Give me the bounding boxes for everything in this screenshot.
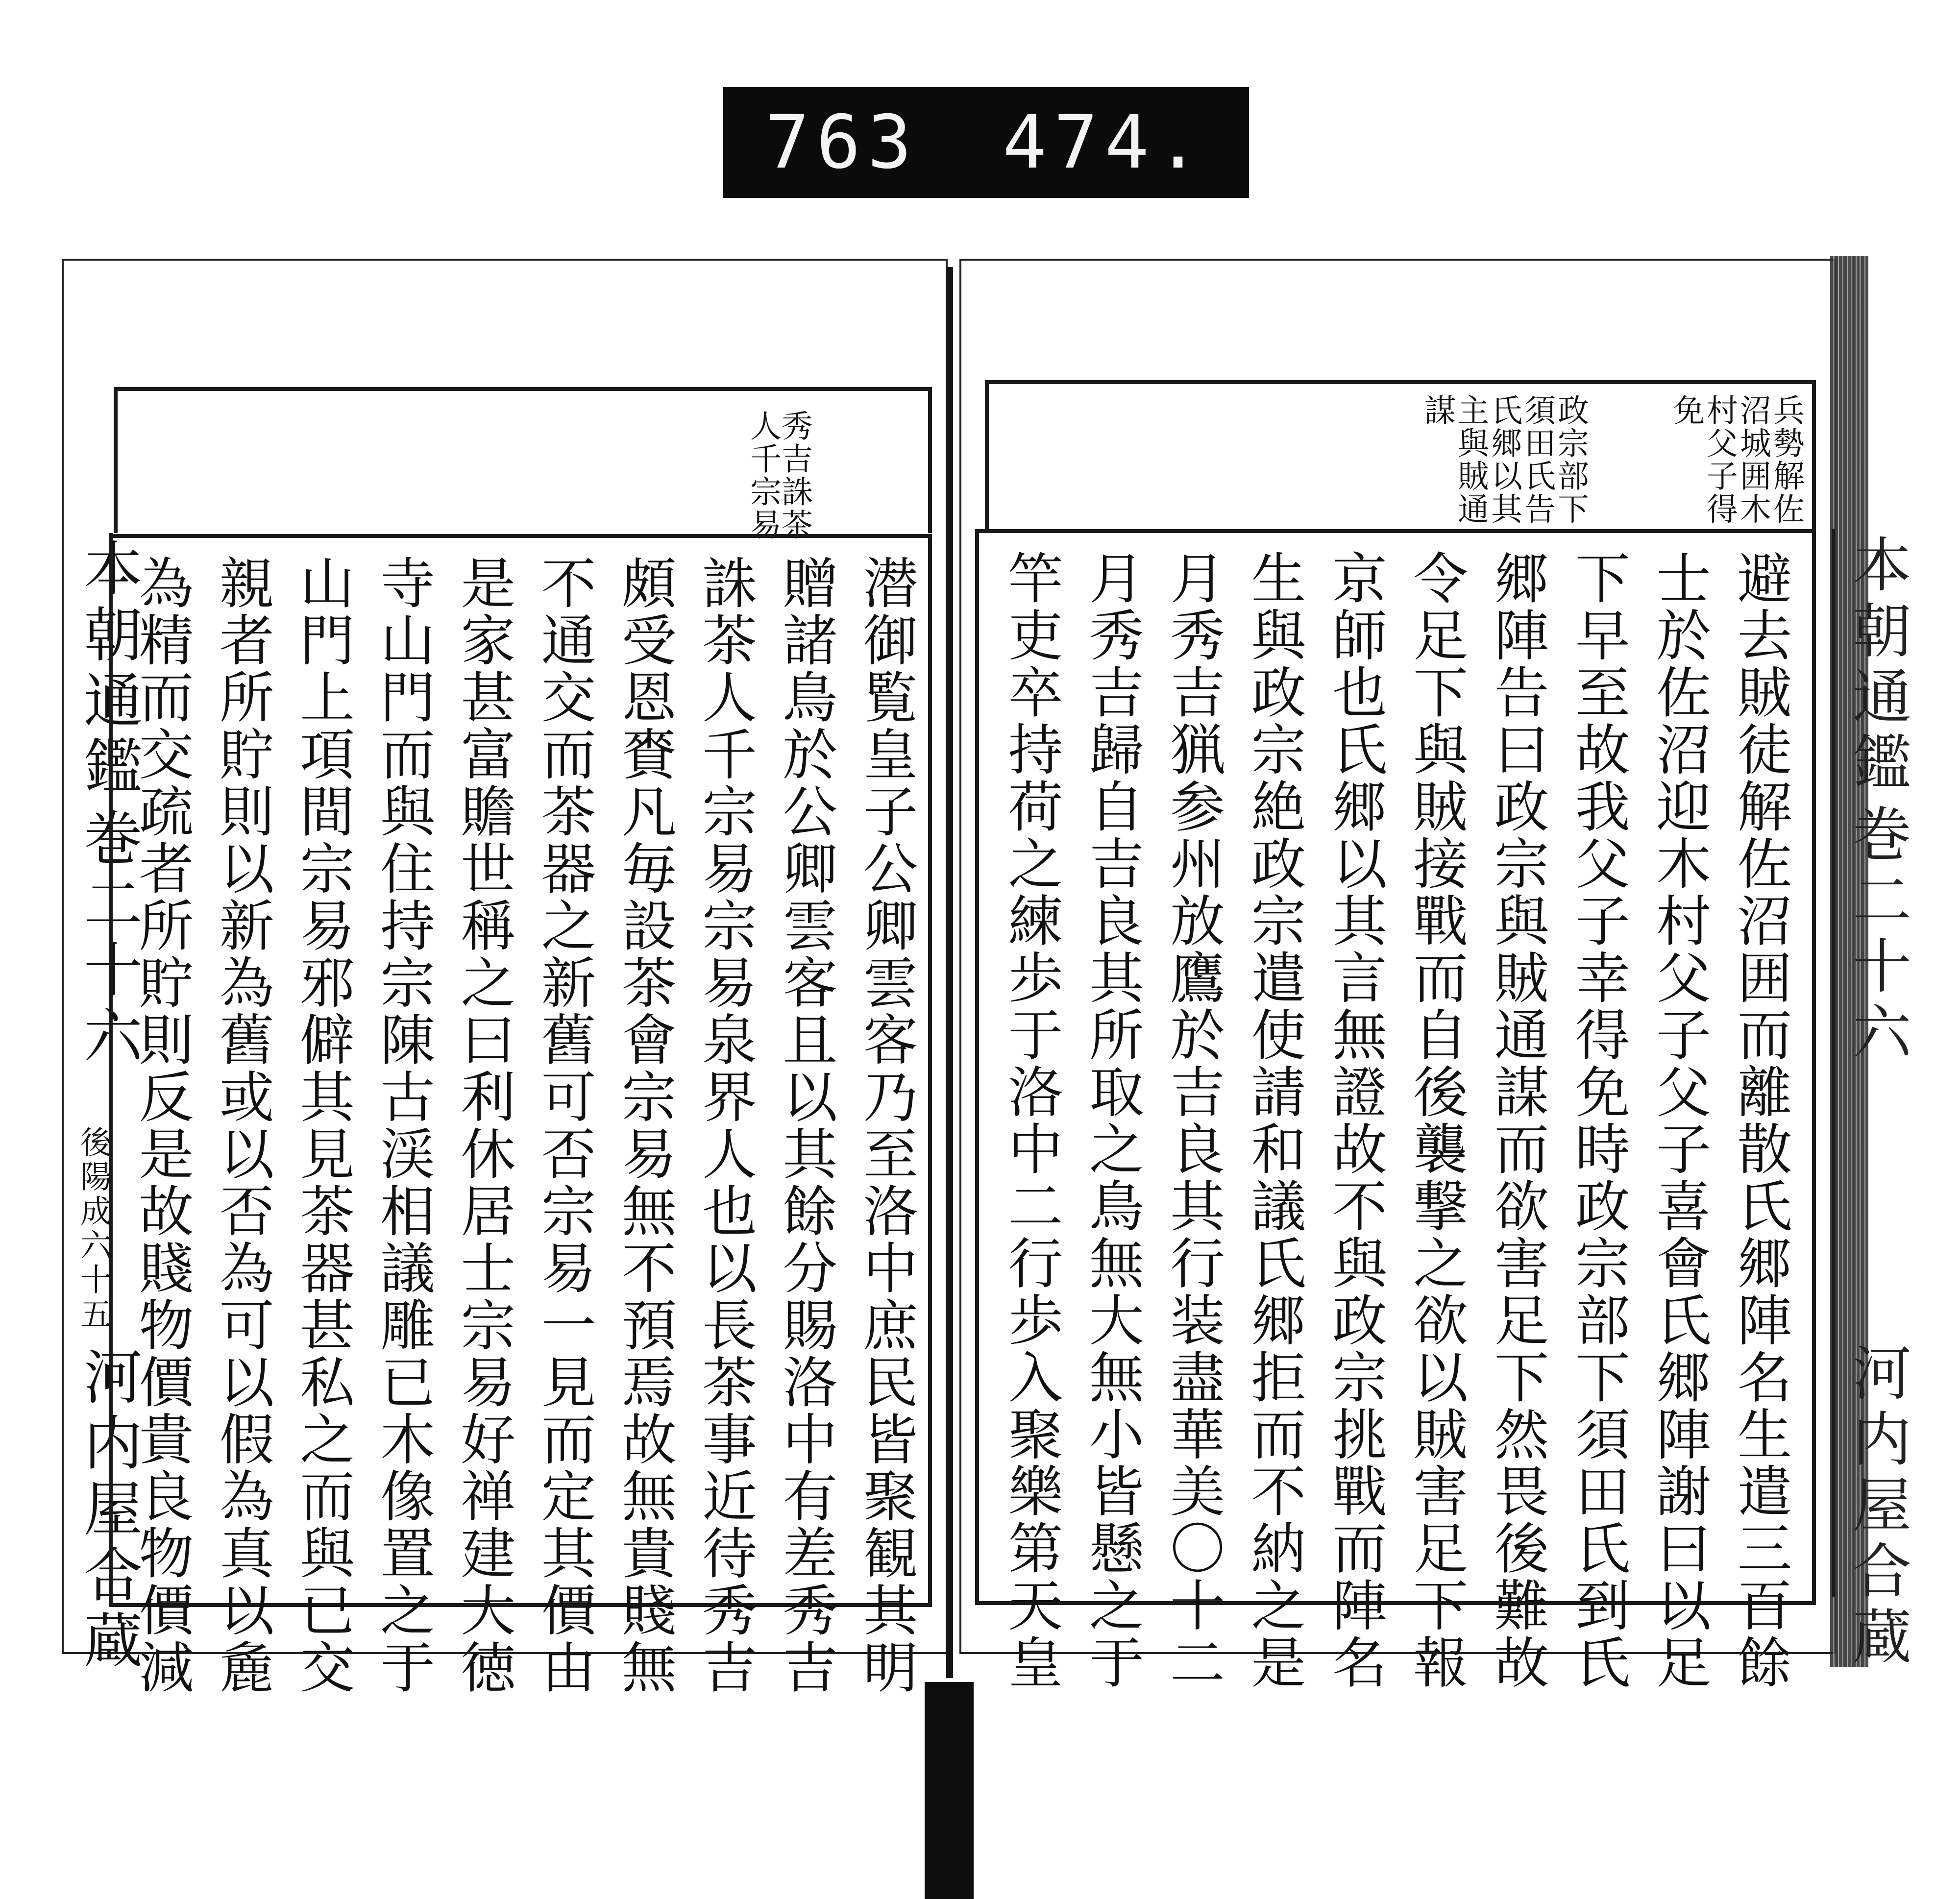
text-column: 誅茶人千宗易宗易泉界人也以長茶事近待秀吉 [693,555,757,1696]
catalog-number-right: 474. [1003,100,1207,185]
headnote-line: 兵勢解佐 [1768,394,1804,526]
text-column: 生與政宗絶政宗遣使請和議氏郷拒而不納之是 [1242,550,1306,1691]
catalog-number-left: 763 [765,100,919,185]
headnote-line: 政宗部下 [1552,394,1589,526]
headnote-line: 人千宗易 [745,410,781,541]
publisher-name: 河内屋合蔵 [74,1346,142,1676]
text-column: 京師也氏郷以其言無證故不與政宗挑戰而陣名 [1323,550,1387,1691]
left-headnote-box [114,387,932,541]
text-column: 令足下與賊接戰而自後襲撃之欲以賊害足下報 [1404,550,1468,1691]
right-side-margin [1832,529,1911,1672]
text-column: 寺山門而與住持宗陳古渓相議雕已木像置之于 [371,555,435,1696]
volume-number: 巻二十六 [1843,803,1911,1067]
book-spine [946,267,953,1678]
text-column: 是家甚富贍世稱之曰利休居士宗易好禅建大徳 [451,555,515,1696]
text-column: 贈諸鳥於公卿雲客且以其餘分賜洛中有差秀吉 [773,555,837,1696]
reign-name: 後陽成 [75,1126,111,1230]
text-column: 潜御覧皇子公卿雲客乃至洛中庶民皆聚観其明 [854,555,918,1696]
catalog-number-label [723,87,1249,198]
text-column: 不通交而茶器之新舊可否宗易一見而定其價由 [532,555,596,1696]
text-column: 為精而交疏者所貯則反是故賤物價貴良物價減 [130,555,194,1696]
text-column: 月秀吉歸自吉良其所取之鳥無大無小皆懸之于 [1080,550,1144,1691]
headnote-line: 須田氏告 [1519,394,1555,526]
text-column: 親者所貯則以新為舊或以否為可以假為真以麁 [210,555,274,1696]
binding-string [925,1682,974,1899]
text-column: 竿吏卒持荷之練歩于洛中二行歩入聚樂第天皇 [999,550,1063,1691]
headnote-line: 氏郷以其 [1486,394,1522,526]
publisher-name: 河内屋合蔵 [1843,1342,1911,1672]
text-column: 月秀吉猟参州放鷹於吉良其行装盡華美〇十二 [1161,550,1225,1691]
text-column: 下早至故我父子幸得免時政宗部下須田氏到氏 [1566,550,1630,1691]
headnote-line: 謀 [1419,394,1455,427]
text-column: 頗受恩賚凡毎設茶會宗易無不預焉故無貴賤無 [612,555,677,1696]
left-text-frame [109,534,932,1696]
text-column: 士於佐沼迎木村父子父子喜會氏郷陣謝曰以足 [1647,550,1711,1691]
left-side-margin [62,533,142,1676]
left-body-text [130,555,918,1696]
headnote-line: 沼城囲木 [1735,394,1771,526]
folio-number: 六十五 [75,1229,111,1333]
headnote-line: 村父子得 [1701,394,1738,526]
text-column: 山門上項間宗易邪僻其見茶器甚私之而與已交 [291,555,355,1696]
right-text-frame [975,529,1816,1691]
headnote-line: 主與賊通 [1452,394,1489,526]
right-body-text [999,550,1792,1691]
volume-number: 巻二十六 [74,807,142,1071]
headnote-line: 秀吉誅茶 [776,410,812,541]
text-column: 郷陣告曰政宗與賊通謀而欲害足下然畏後難故 [1485,550,1549,1691]
book-title: 本朝通鑑 [1843,534,1911,798]
text-column: 避去賊徒解佐沼囲而離散氏郷陣名生遣三百餘 [1728,550,1792,1691]
right-headnote-box [985,380,1816,531]
headnote-line: 免 [1668,394,1704,427]
book-title: 本朝通鑑 [74,538,142,802]
